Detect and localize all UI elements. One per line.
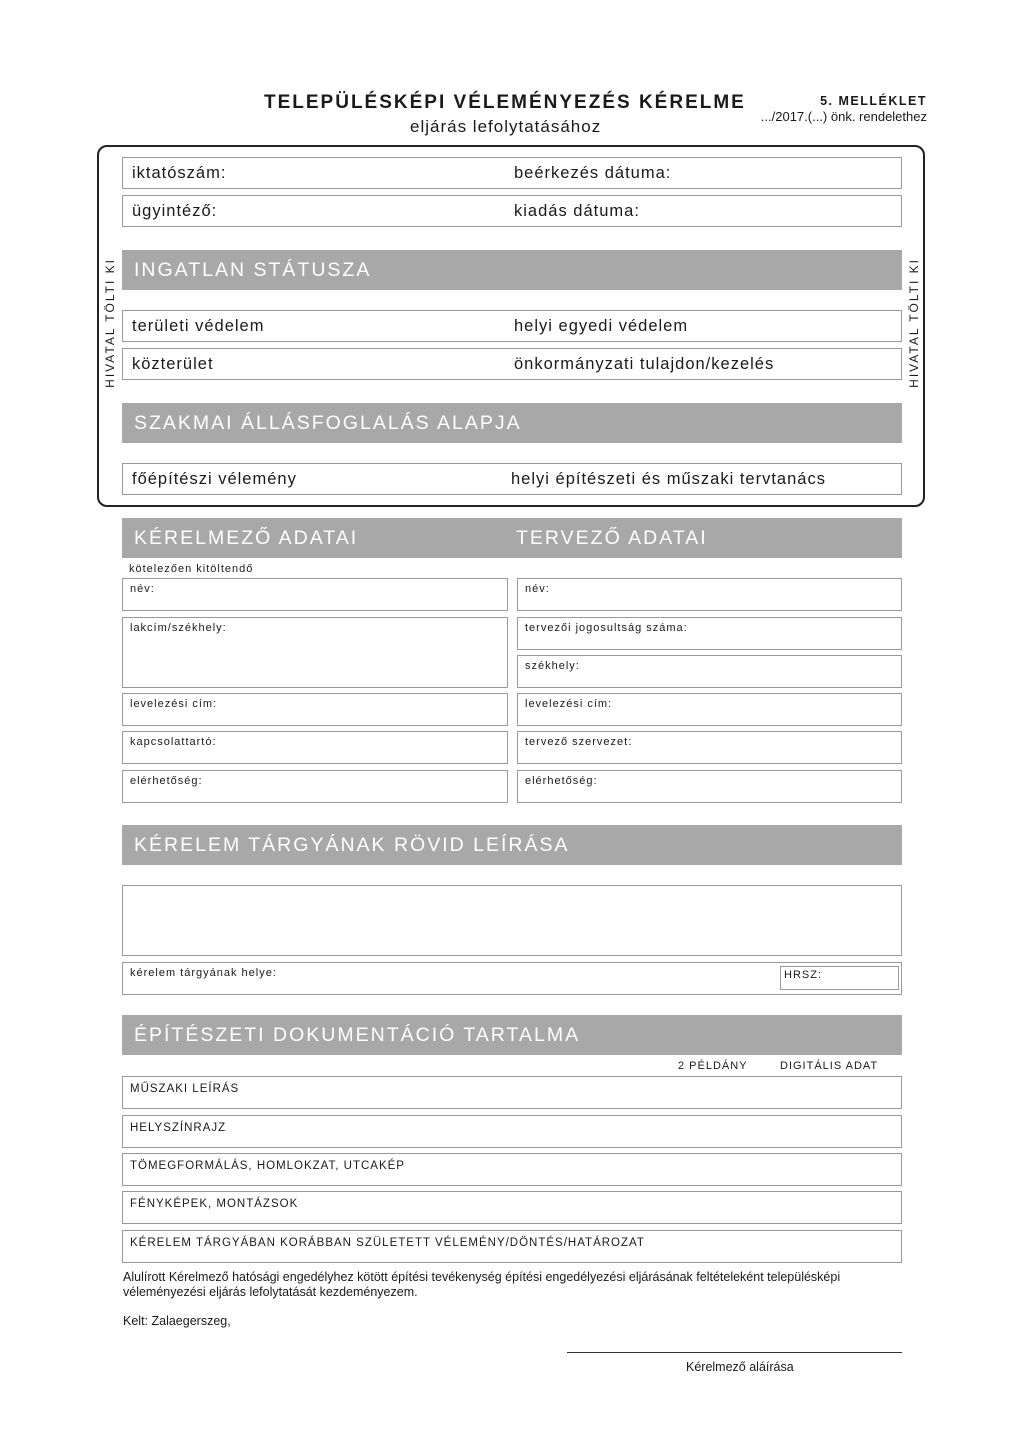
office-side-label-right: HIVATAL TÖLTI KI	[907, 258, 921, 388]
designer-mailing-label: levelezési cím:	[525, 698, 613, 710]
designer-license-field[interactable]	[517, 617, 902, 650]
hrsz-field[interactable]	[780, 966, 899, 990]
signature-line[interactable]	[567, 1352, 902, 1353]
signature-caption: Kérelmező aláírása	[686, 1360, 794, 1374]
place-date-line: Kelt: Zalaegerszeg,	[123, 1314, 231, 1328]
subject-description-field[interactable]	[122, 885, 902, 956]
designer-organization-label: tervező szervezet:	[525, 736, 633, 748]
doc-item-label: TÖMEGFORMÁLÁS, HOMLOKZAT, UTCAKÉP	[130, 1160, 405, 1172]
doc-item-previous-decisions[interactable]	[122, 1230, 902, 1263]
designer-name-field[interactable]	[517, 578, 902, 611]
office-row-officer	[122, 195, 902, 227]
chief-architect-option[interactable]: főépítészi vélemény	[132, 469, 297, 488]
local-protection-option[interactable]: helyi egyedi védelem	[514, 316, 689, 335]
form-subtitle: eljárás lefolytatásához	[410, 117, 602, 136]
applicant-availability-field[interactable]	[122, 770, 508, 803]
issue-date-field[interactable]: kiadás dátuma:	[514, 201, 640, 220]
declaration-text: Alulírott Kérelmező hatósági engedélyhez kötött építési tevékenység építési engedélyezési eljárásának feltételeként településképi véleményezési eljárás lefolytatását kezdeményezem.	[123, 1270, 841, 1299]
office-row-registry	[122, 157, 902, 189]
designer-availability-label: elérhetőség:	[525, 775, 598, 787]
doc-item-photos[interactable]	[122, 1191, 902, 1224]
mandatory-note: kötelezően kitöltendő	[129, 563, 254, 575]
professional-basis-heading: SZAKMAI ÁLLÁSFOGLALÁS ALAPJA	[122, 403, 902, 443]
professional-basis-row	[122, 463, 902, 495]
receipt-date-field[interactable]: beérkezés dátuma:	[514, 163, 672, 182]
applicant-name-field[interactable]	[122, 578, 508, 611]
annex-label: 5. MELLÉKLET	[820, 94, 927, 108]
form-title: TELEPÜLÉSKÉPI VÉLEMÉNYEZÉS KÉRELME	[264, 92, 746, 113]
subject-location-field[interactable]	[122, 962, 902, 995]
applicant-address-label: lakcím/székhely:	[130, 622, 227, 634]
public-area-option[interactable]: közterület	[132, 354, 214, 373]
subject-location-label: kérelem tárgyának helye:	[130, 967, 277, 979]
designer-heading: TERVEZŐ ADATAI	[516, 526, 708, 549]
doc-item-site-plan[interactable]	[122, 1115, 902, 1148]
case-officer-field[interactable]: ügyintéző:	[132, 201, 218, 220]
applicant-name-label: név:	[130, 583, 155, 595]
municipal-property-option[interactable]: önkormányzati tulajdon/kezelés	[514, 354, 775, 373]
applicant-availability-label: elérhetőség:	[130, 775, 203, 787]
property-status-heading: INGATLAN STÁTUSZA	[122, 250, 902, 290]
design-council-option[interactable]: helyi építészeti és műszaki tervtanács	[511, 469, 826, 488]
digital-column-header: DIGITÁLIS ADAT	[780, 1060, 879, 1072]
doc-item-label: MŰSZAKI LEÍRÁS	[130, 1083, 240, 1095]
applicant-contact-field[interactable]	[122, 731, 508, 764]
applicant-heading: KÉRELMEZŐ ADATAI	[134, 526, 359, 549]
annex-reference: .../2017.(...) önk. rendelethez	[760, 109, 927, 124]
office-side-label-left: HIVATAL TÖLTI KI	[103, 258, 117, 388]
designer-mailing-field[interactable]	[517, 693, 902, 726]
designer-availability-field[interactable]	[517, 770, 902, 803]
area-protection-option[interactable]: területi védelem	[132, 316, 265, 335]
copies-column-header: 2 PÉLDÁNY	[678, 1060, 748, 1072]
designer-name-label: név:	[525, 583, 550, 595]
applicant-mailing-field[interactable]	[122, 693, 508, 726]
property-status-row-2	[122, 348, 902, 380]
designer-organization-field[interactable]	[517, 731, 902, 764]
designer-seat-label: székhely:	[525, 660, 580, 672]
registry-number-field[interactable]: iktatószám:	[132, 163, 227, 182]
applicant-designer-heading	[122, 518, 902, 558]
applicant-contact-label: kapcsolattartó:	[130, 736, 217, 748]
documentation-heading: ÉPÍTÉSZETI DOKUMENTÁCIÓ TARTALMA	[122, 1015, 902, 1055]
hrsz-label: HRSZ:	[784, 969, 822, 981]
designer-license-label: tervezői jogosultság száma:	[525, 622, 688, 634]
doc-item-label: KÉRELEM TÁRGYÁBAN KORÁBBAN SZÜLETETT VÉLEMÉNY/DÖNTÉS/HATÁROZAT	[130, 1237, 645, 1249]
applicant-mailing-label: levelezési cím:	[130, 698, 218, 710]
doc-item-label: FÉNYKÉPEK, MONTÁZSOK	[130, 1198, 299, 1210]
doc-item-technical-description[interactable]	[122, 1076, 902, 1109]
property-status-row-1	[122, 310, 902, 342]
designer-seat-field[interactable]	[517, 655, 902, 688]
applicant-address-field[interactable]	[122, 617, 508, 688]
subject-heading: KÉRELEM TÁRGYÁNAK RÖVID LEÍRÁSA	[122, 825, 902, 865]
doc-item-massing-facade[interactable]	[122, 1153, 902, 1186]
doc-item-label: HELYSZÍNRAJZ	[130, 1122, 227, 1134]
